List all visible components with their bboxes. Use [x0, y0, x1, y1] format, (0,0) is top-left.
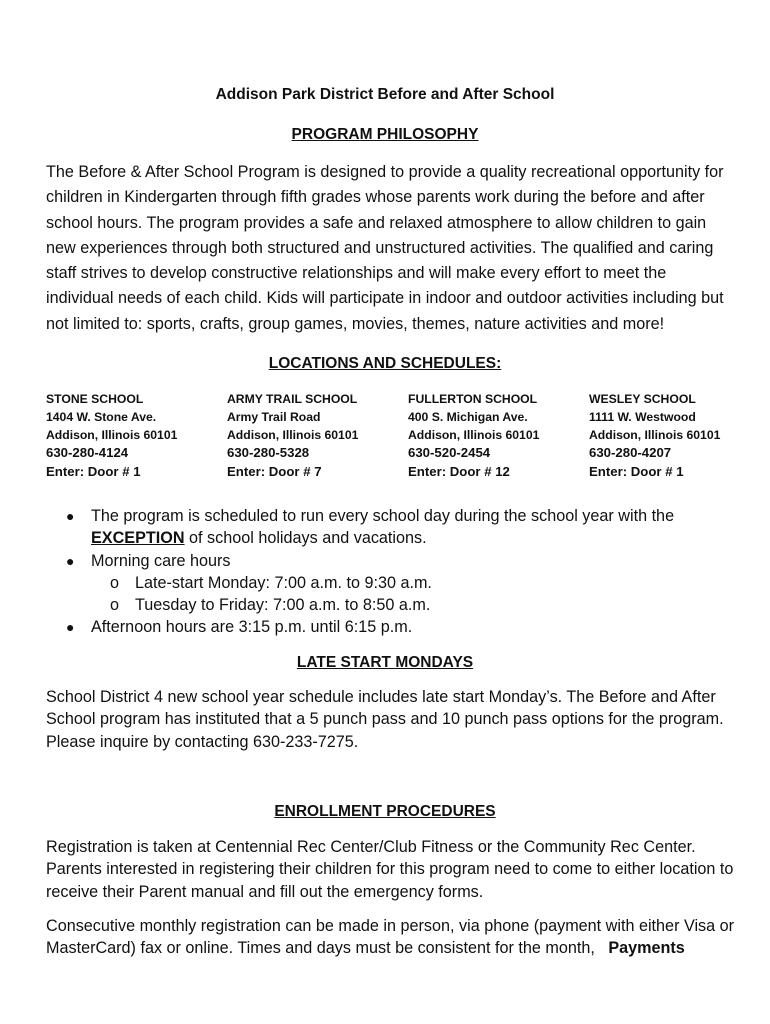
- location-army-trail-school: [227, 390, 409, 481]
- location-door: Enter: Door # 1: [589, 463, 684, 479]
- location-name: ARMY TRAIL SCHOOL: [227, 392, 358, 406]
- late-start-paragraph: School District 4 new school year schedule includes late start Monday’s. The Before and After School program has instituted that a 5 punch pass and 10 punch pass options for the program. Please inquire by contacting 630-233-7275.: [46, 688, 724, 751]
- location-city: Addison, Illinois 60101: [46, 428, 178, 442]
- bullet-text: The program is scheduled to run every school day during the school year with the EXCEPTION of school holidays and vacations.: [91, 507, 675, 548]
- location-wesley-school: [589, 390, 770, 481]
- late-start-heading: LATE START MONDAYS: [296, 654, 474, 671]
- document-title: Addison Park District Before and After School: [215, 86, 555, 103]
- sub-bullet-item: [66, 594, 746, 616]
- bullet-icon: ●: [66, 508, 75, 524]
- location-name: WESLEY SCHOOL: [589, 392, 696, 406]
- bullet-item: [66, 550, 746, 572]
- circle-bullet-icon: o: [110, 596, 120, 615]
- bullet-icon: ●: [66, 552, 75, 569]
- location-city: Addison, Illinois 60101: [227, 428, 359, 442]
- bullet-icon: ●: [66, 619, 75, 636]
- bullet-text: Morning care hours: [91, 551, 231, 570]
- philosophy-heading: PROGRAM PHILOSOPHY: [291, 126, 479, 143]
- location-door: Enter: Door # 7: [227, 463, 322, 479]
- location-door: Enter: Door # 12: [408, 463, 510, 479]
- locations-heading: LOCATIONS AND SCHEDULES:: [268, 355, 502, 372]
- location-address: 1111 W. Westwood: [589, 410, 696, 424]
- payments-emphasis: Payments: [608, 939, 685, 958]
- schedule-bullet-list: [66, 505, 746, 639]
- enrollment-paragraph-1: Registration is taken at Centennial Rec Center/Club Fitness or the Community Rec Center. Parents interested in registering their children for this program need to come to either location to receive their Parent manual and fill out the emergency forms.: [46, 838, 734, 901]
- location-stone-school: [46, 390, 228, 481]
- sub-bullet-text: Tuesday to Friday: 7:00 a.m. to 8:50 a.m.: [135, 596, 431, 615]
- exception-emphasis: EXCEPTION: [91, 529, 185, 548]
- location-door: Enter: Door # 1: [46, 463, 141, 479]
- bullet-text: Afternoon hours are 3:15 p.m. until 6:15 p.m.: [91, 618, 413, 637]
- sub-bullet-text: Late-start Monday: 7:00 a.m. to 9:30 a.m.: [135, 573, 432, 592]
- circle-bullet-icon: o: [110, 573, 120, 592]
- location-address: 1404 W. Stone Ave.: [46, 410, 157, 424]
- location-phone: 630-280-4124: [46, 445, 129, 460]
- location-address: Army Trail Road: [227, 410, 321, 424]
- philosophy-paragraph: The Before & After School Program is designed to provide a quality recreational opportunity for children in Kindergarten through fifth grades whose parents work during the before and after school hours. The program provides a safe and relaxed atmosphere to allow children to gain new experiences through both structured and unstructured activities. The qualified and caring staff strives to develop constructive relationships and will make every effort to meet the individual needs of each child. Kids will participate in indoor and outdoor activities including but not limited to: sports, crafts, group games, movies, themes, nature activities and more!: [46, 163, 724, 333]
- location-city: Addison, Illinois 60101: [408, 428, 540, 442]
- bullet-item: [66, 616, 746, 638]
- bullet-item: [66, 505, 746, 550]
- location-phone: 630-280-5328: [227, 445, 310, 460]
- enrollment-paragraph-2: Consecutive monthly registration can be made in person, via phone (payment with either Visa or MasterCard) fax or online. Times and days must be consistent for the month, Payments: [46, 917, 735, 958]
- sub-bullet-item: [66, 572, 746, 594]
- location-name: STONE SCHOOL: [46, 392, 144, 406]
- location-name: FULLERTON SCHOOL: [408, 392, 538, 406]
- location-phone: 630-280-4207: [589, 445, 672, 460]
- location-fullerton-school: [408, 390, 590, 481]
- location-address: 400 S. Michigan Ave.: [408, 410, 528, 424]
- location-city: Addison, Illinois 60101: [589, 428, 721, 442]
- enrollment-heading: ENROLLMENT PROCEDURES: [274, 803, 496, 820]
- location-phone: 630-520-2454: [408, 445, 491, 460]
